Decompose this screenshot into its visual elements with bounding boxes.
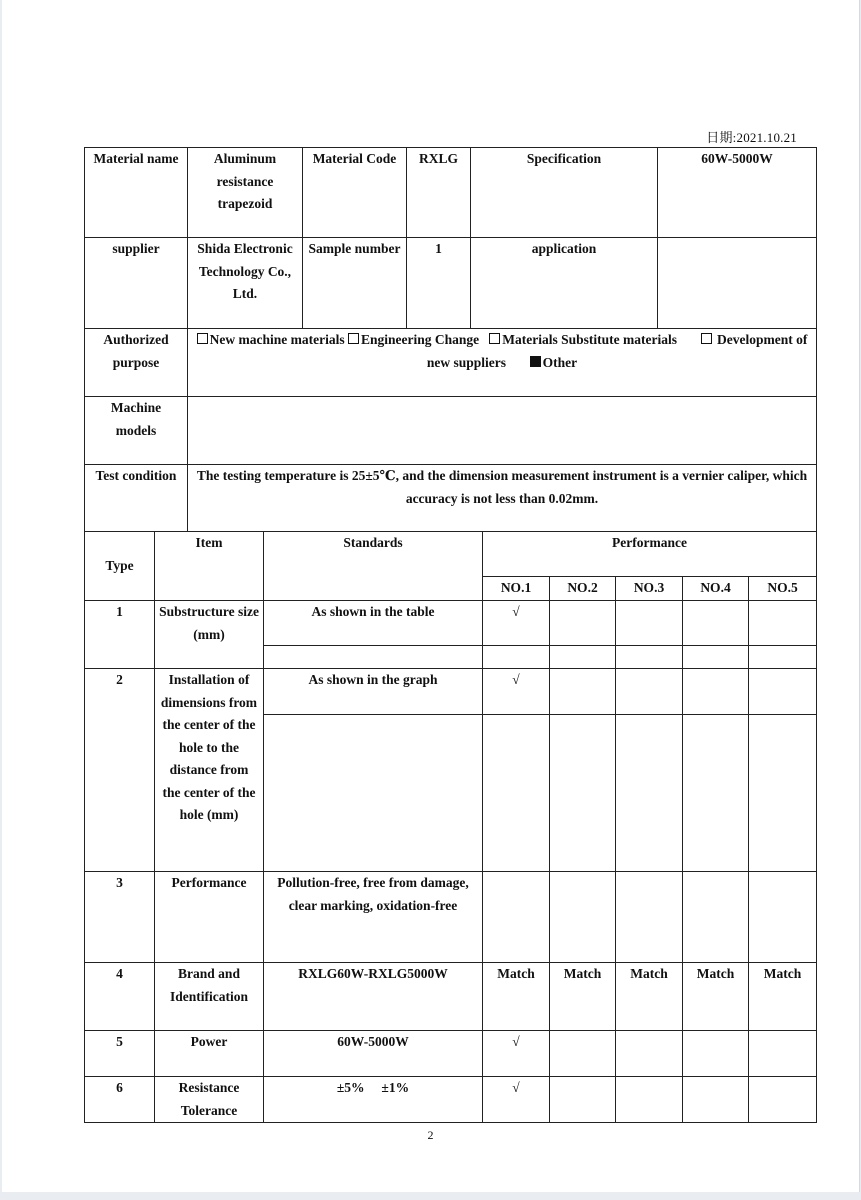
result-cell: Match [550, 963, 616, 1031]
result-cell [749, 646, 817, 669]
row-standard: 60W-5000W [264, 1031, 483, 1077]
authorized-purpose-row [85, 329, 817, 397]
result-cell [483, 872, 550, 963]
result-cell [749, 1031, 817, 1077]
result-cell: Match [483, 963, 550, 1031]
specification-label: Specification [471, 148, 658, 238]
result-cell [616, 872, 683, 963]
test-condition-value: The testing temperature is 25±5℃, and the dimension measurement instrument is a vernier caliper, which accuracy is not less than 0.02mm. [188, 465, 817, 532]
row-item: Installation of dimensions from the center of the hole to the distance from the center of the hole (mm) [155, 669, 264, 872]
material-code-label: Material Code [303, 148, 407, 238]
table-row [85, 872, 817, 963]
result-cell [683, 715, 749, 872]
result-cell [616, 669, 683, 715]
result-cell [550, 715, 616, 872]
machine-models-row [85, 397, 817, 465]
result-cell [749, 1077, 817, 1123]
sample-header-2: NO.2 [550, 577, 616, 601]
items-header-row [85, 532, 817, 577]
result-cell: Match [616, 963, 683, 1031]
material-info-table [84, 147, 817, 532]
machine-models-value [188, 397, 817, 465]
checkbox-icon [489, 333, 500, 344]
row-standard: As shown in the table [264, 601, 483, 646]
result-cell [683, 601, 749, 646]
result-cell [483, 715, 550, 872]
result-cell [749, 669, 817, 715]
result-cell [683, 1031, 749, 1077]
application-label: application [471, 238, 658, 329]
row-item: Resistance Tolerance [155, 1077, 264, 1123]
row-type: 6 [85, 1077, 155, 1123]
result-cell [683, 669, 749, 715]
table-row [85, 1031, 817, 1077]
specification-value: 60W-5000W [658, 148, 817, 238]
material-row [85, 148, 817, 238]
purpose-option-new-suppliers[interactable]: Development of new suppliers [426, 332, 808, 370]
sample-header-5: NO.5 [749, 577, 817, 601]
result-cell [550, 669, 616, 715]
col-standards-header: Standards [264, 532, 483, 601]
supplier-row [85, 238, 817, 329]
document-page [2, 0, 860, 1192]
table-row [85, 601, 817, 646]
test-condition-label: Test condition [85, 465, 188, 532]
viewer-background [0, 1192, 861, 1200]
row-standard: Pollution-free, free from damage, clear marking, oxidation-free [264, 872, 483, 963]
row-standard-extra [264, 715, 483, 872]
result-cell: Match [749, 963, 817, 1031]
result-cell [616, 646, 683, 669]
result-cell: √ [483, 1077, 550, 1123]
authorized-purpose-options [188, 329, 817, 397]
result-cell [683, 872, 749, 963]
table-row [85, 963, 817, 1031]
result-cell [749, 601, 817, 646]
row-item: Performance [155, 872, 264, 963]
row-item: Brand and Identification [155, 963, 264, 1031]
row-standard: ±5% ±1% [264, 1077, 483, 1123]
inspection-items-table [84, 531, 817, 1123]
result-cell [483, 646, 550, 669]
row-type: 5 [85, 1031, 155, 1077]
row-item: Substructure size (mm) [155, 601, 264, 669]
application-value [658, 238, 817, 329]
purpose-option-other[interactable]: Other [530, 355, 578, 370]
result-cell [683, 646, 749, 669]
table-row [85, 1077, 817, 1123]
material-name-value: Aluminum resistance trapezoid [188, 148, 303, 238]
test-condition-row [85, 465, 817, 532]
result-cell [616, 1077, 683, 1123]
material-name-label: Material name [85, 148, 188, 238]
col-type-header: Type [85, 532, 155, 601]
sample-header-3: NO.3 [616, 577, 683, 601]
result-cell: √ [483, 601, 550, 646]
document-date: 日期:2021.10.21 [706, 130, 797, 145]
row-type: 3 [85, 872, 155, 963]
checkbox-icon [197, 333, 208, 344]
sample-number-label: Sample number [303, 238, 407, 329]
row-type: 4 [85, 963, 155, 1031]
checkbox-checked-icon [530, 356, 541, 367]
row-standard: RXLG60W-RXLG5000W [264, 963, 483, 1031]
supplier-value: Shida Electronic Technology Co., Ltd. [188, 238, 303, 329]
row-type: 1 [85, 601, 155, 669]
result-cell: √ [483, 1031, 550, 1077]
result-cell: Match [683, 963, 749, 1031]
page-number: 2 [427, 1128, 434, 1142]
result-cell [749, 872, 817, 963]
result-cell [550, 1077, 616, 1123]
col-performance-header: Performance [483, 532, 817, 577]
supplier-label: supplier [85, 238, 188, 329]
result-cell [550, 601, 616, 646]
machine-models-label: Machine models [85, 397, 188, 465]
sample-header-4: NO.4 [683, 577, 749, 601]
purpose-option-engineering-change[interactable]: Engineering Change [348, 332, 479, 347]
result-cell: √ [483, 669, 550, 715]
result-cell [550, 646, 616, 669]
col-item-header: Item [155, 532, 264, 601]
result-cell [550, 1031, 616, 1077]
checkbox-icon [701, 333, 712, 344]
result-cell [683, 1077, 749, 1123]
material-code-value: RXLG [407, 148, 471, 238]
result-cell [616, 601, 683, 646]
result-cell [616, 1031, 683, 1077]
authorized-purpose-label: Authorized purpose [85, 329, 188, 397]
purpose-option-new-machine[interactable]: New machine materials [197, 332, 345, 347]
result-cell [616, 715, 683, 872]
row-item: Power [155, 1031, 264, 1077]
result-cell [550, 872, 616, 963]
sample-number-value: 1 [407, 238, 471, 329]
sample-header-1: NO.1 [483, 577, 550, 601]
purpose-option-substitute[interactable]: Materials Substitute materials [489, 332, 677, 347]
result-cell [749, 715, 817, 872]
row-type: 2 [85, 669, 155, 872]
table-row [85, 669, 817, 715]
row-standard: As shown in the graph [264, 669, 483, 715]
checkbox-icon [348, 333, 359, 344]
row-standard-extra [264, 646, 483, 669]
